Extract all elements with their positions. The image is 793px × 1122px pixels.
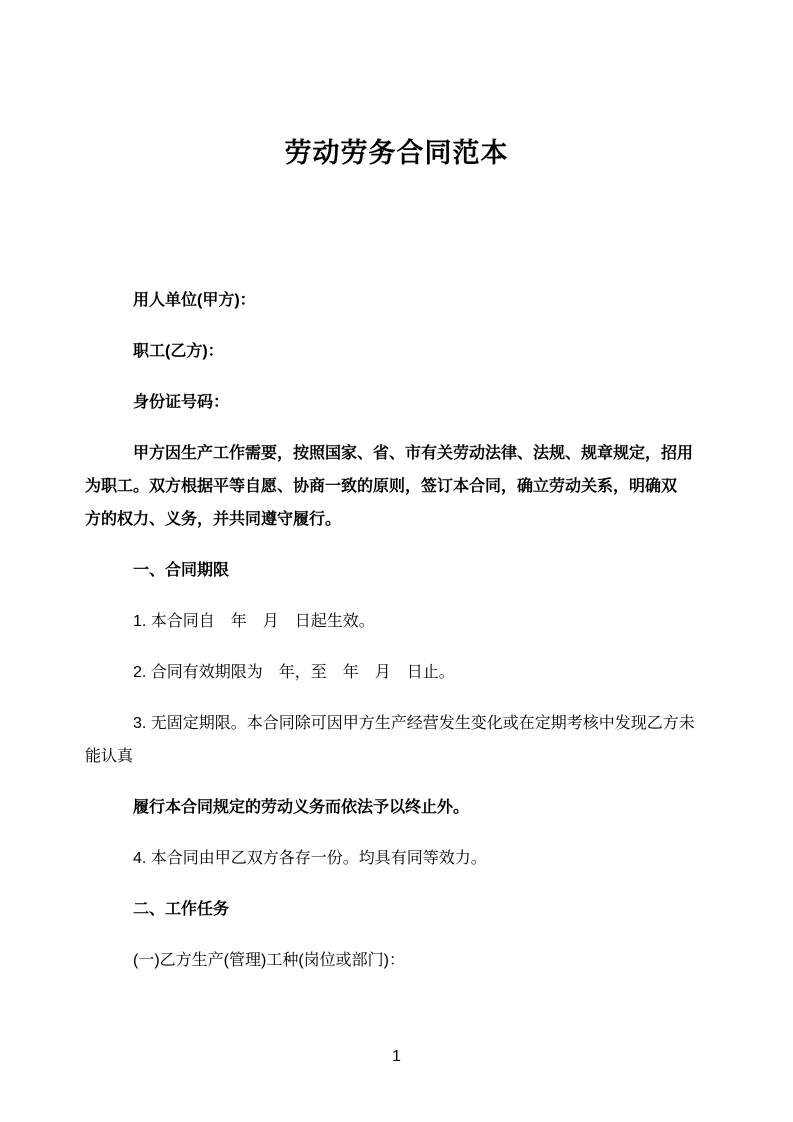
id-number-label (85, 386, 713, 419)
party-a-label (85, 284, 713, 317)
intro-paragraph-line-2: 为职工。双方根据平等自愿、协商一致的原则，签订本合同，确立劳动关系，明确双 (85, 478, 678, 495)
clause-1-3-line-1: 3. 无固定期限。本合同除可因甲方生产经营发生变化或在定期考核中发现乙方未 (133, 715, 695, 732)
section-2-heading-line-1: 二、工作任务 (133, 901, 230, 918)
clause-1-1 (85, 605, 713, 638)
clause-1-4-line-1: 4. 本合同由甲乙双方各存一份。均具有同等效力。 (133, 850, 487, 867)
clause-2-1 (85, 944, 713, 977)
party-a-label-line-1: 用人单位(甲方)： (133, 292, 256, 309)
intro-paragraph (85, 437, 713, 536)
section-1-heading (85, 554, 713, 587)
clause-1-3 (85, 707, 713, 773)
clause-2-1-line-1: (一)乙方生产(管理)工种(岗位或部门)： (133, 952, 405, 969)
document-body (85, 284, 713, 977)
clause-1-3-continuation-line-1: 履行本合同规定的劳动义务而依法予以终止外。 (133, 799, 470, 816)
clause-1-1-line-1: 1. 本合同自 年 月 日起生效。 (133, 613, 375, 630)
page-footer (0, 1040, 793, 1073)
clause-1-2-line-1: 2. 合同有效期限为 年，至 年 月 日止。 (133, 664, 455, 681)
id-number-label-line-1: 身份证号码： (133, 394, 230, 411)
party-b-label-line-1: 职工(乙方)： (133, 343, 224, 360)
clause-1-2 (85, 656, 713, 689)
party-b-label (85, 335, 713, 368)
clause-1-4 (85, 842, 713, 875)
section-1-heading-line-1: 一、合同期限 (133, 562, 230, 579)
page-number: 1 (392, 1048, 401, 1065)
document-title: 劳动劳务合同范本 (284, 138, 509, 168)
clause-1-3-continuation (85, 791, 713, 824)
intro-paragraph-line-3: 方的权力、义务，并共同遵守履行。 (85, 511, 342, 528)
clause-1-3-line-2: 能认真 (85, 748, 134, 765)
section-2-heading (85, 893, 713, 926)
intro-paragraph-line-1: 甲方因生产工作需要，按照国家、省、市有关劳动法律、法规、规章规定，招用 (133, 445, 694, 462)
